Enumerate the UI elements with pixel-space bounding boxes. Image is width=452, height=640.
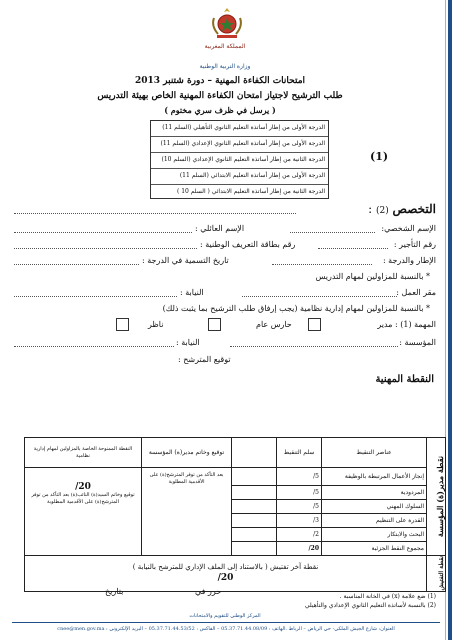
application-title: طلب الترشيح لاجتياز امتحان الكفاءة المهنية الخاص بهيئة التدريس (97, 91, 343, 101)
institution-field[interactable] (230, 346, 398, 347)
professional-score-table (24, 437, 446, 556)
grade-option-label: الدرجة الأولى من إطار أساتذة التعليم الثانوي الإعدادي (السلم 11) (160, 140, 325, 147)
page-border-right (448, 0, 452, 640)
guard-checkbox[interactable] (208, 318, 221, 331)
score-entry-cell[interactable] (232, 486, 277, 500)
grade-option[interactable] (151, 137, 328, 153)
inspection-text: نقطة آخر تفتيش ( بالاستناد إلى الملف الإداري للمترشح بالنيابة ) (132, 563, 319, 572)
sealed-envelope-note: ( يرسل في ظرف سري مختوم ) (164, 105, 276, 115)
national-id-label: رقم بطاقة التعريف الوطنية : (200, 240, 296, 249)
personal-name-label: الإسم الشخصي: (381, 224, 436, 233)
scale-header: سلم التنقيط (277, 438, 322, 468)
inspection-side-header (427, 556, 446, 592)
score-entry-cell[interactable] (232, 468, 277, 486)
table-row-element: المردودية (322, 486, 427, 500)
footer-address: العنوان: شارع الجيش الملكي- حي الرياض – الرباط .الهاتف : 05.37.71.44.08/09 – الفاكس : 05.37.71.44.53/52 – البريد الإلكتروني : cnee@men.gov.ma (57, 626, 395, 632)
table-row-scale: 3/ (277, 514, 322, 528)
director-note-cell: بعد التأكد من توفر المترشح(ة) على الأقدمية المطلوبة (142, 468, 232, 556)
admin-score-cell[interactable] (25, 468, 142, 556)
grade-option-label: الدرجة الأولى من إطار أساتذة التعليم الابتدائي (السلم 11) (179, 172, 325, 179)
grade-option[interactable] (151, 153, 328, 169)
elements-header: عناصر التنقيط (322, 438, 427, 468)
grade-option[interactable] (151, 169, 328, 185)
table-row-element: السلوك المهني (322, 500, 427, 514)
registration-label: رقم التأجير : (393, 240, 436, 249)
footnote-1: (1) ضع علامة (x) في الخانة المناسبة . (339, 593, 436, 600)
table-row-element: القدرة على التنظيم (322, 514, 427, 528)
footer-center-name: المركز الوطني للتقويم والامتحانات (189, 613, 261, 619)
coat-of-arms-emblem (208, 6, 246, 42)
inspection-score-table (24, 555, 446, 592)
delegation-field[interactable] (14, 296, 177, 297)
table-row-scale: 5/ (277, 500, 322, 514)
table-row-element: مجموع النقط الجزئية (322, 542, 427, 556)
national-id-field[interactable] (14, 248, 197, 249)
grade-options-box (150, 120, 329, 199)
inspection-score: 20/ (217, 573, 234, 584)
grade-option[interactable] (151, 185, 328, 200)
grade-option-label: الدرجة الثانية من إطار أساتذة التعليم الابتدائي ( السلم 10 ) (176, 188, 325, 195)
supervisor-label: ناظر (148, 320, 164, 329)
specialty-colon: : (368, 202, 373, 216)
grade-degree-field[interactable] (272, 264, 372, 265)
kingdom-label: المملكة المغربية (204, 43, 246, 50)
ministry-label: وزارة التربية الوطنية (199, 63, 251, 70)
table-row-scale: 5/ (277, 468, 322, 486)
exam-title: امتحانات الكفاءة المهنية – دورة شتنبر 2013 (134, 76, 306, 86)
admin-score-value: 20/ (75, 482, 91, 492)
teaching-note: * بالنسبة للمزاولين لمهام التدريس (315, 272, 430, 281)
appointment-date-label: تاريخ التسمية في الدرجة : (142, 256, 229, 265)
supervisor-checkbox[interactable] (116, 318, 129, 331)
table-row-scale: 20/ (277, 542, 322, 556)
professional-score-title: النقطة المهنية (375, 374, 434, 385)
director-score-side-label: نقطة مدير(ة) المؤسسة (435, 455, 445, 538)
institution-label: المؤسسة : (399, 338, 436, 347)
registration-field[interactable] (318, 248, 388, 249)
delegation2-field[interactable] (14, 346, 174, 347)
date-label: بتاريخ (105, 587, 124, 596)
work-location-label: مقر العمل : (396, 288, 436, 297)
footer-divider (12, 622, 440, 623)
admin-score-note: توقيع وخاتم السيد(ة) النائب(ة) بعد التأكد من توفر المترشح(ة) على الأقدمية المطلوبة (31, 492, 135, 505)
footnote-marker-1: (1) (370, 150, 389, 163)
entry-header (232, 438, 277, 468)
table-row-scale: 2/ (277, 528, 322, 542)
table-row-element: البحث والابتكار (322, 528, 427, 542)
specialty-row (368, 202, 436, 216)
specialty-marker: (2) (375, 206, 389, 216)
score-entry-cell[interactable] (232, 500, 277, 514)
grade-option-label: الدرجة الأولى من إطار أساتذة التعليم الثانوي التأهيلي (السلم 11) (162, 124, 325, 131)
score-entry-cell[interactable] (232, 514, 277, 528)
grade-degree-label: الإطار والدرجة : (382, 256, 436, 265)
personal-name-field[interactable] (290, 232, 375, 233)
guard-label: حارس عام (256, 320, 292, 329)
task-label: المهمة (1) : مدير (377, 320, 436, 329)
table-row-element: إنجاز الأعمال المرتبطة بالوظيفة (322, 468, 427, 486)
appointment-date-field[interactable] (14, 264, 139, 265)
family-name-label: الإسم العائلي : (195, 224, 245, 233)
inspection-side-label: نقطة التفتيش (438, 556, 445, 591)
admin-note: * بالنسبة للمزاولين لمهام إدارية نظامية (يجب إرفاق طلب الترشيح بما يثبت ذلك) (162, 304, 430, 313)
work-location-field[interactable] (242, 296, 397, 297)
inspection-cell[interactable] (25, 556, 427, 592)
family-name-field[interactable] (14, 232, 192, 233)
score-entry-cell[interactable] (232, 542, 277, 556)
admin-score-header: النقطة الممنوحة الخاصة بالمزاولين لمهام إدارية نظامية (25, 438, 142, 468)
director-signature-header: توقيع وخاتم مدير(ة) المؤسسة (142, 438, 232, 468)
grade-option-label: الدرجة الثانية من إطار أساتذة التعليم الثانوي الإعدادي (السلم 10) (161, 156, 325, 163)
specialty-field[interactable] (14, 213, 296, 214)
director-score-side-header (427, 438, 446, 556)
director-checkbox[interactable] (308, 318, 321, 331)
specialty-label: التخصص (392, 202, 436, 216)
score-entry-cell[interactable] (232, 528, 277, 542)
grade-option[interactable] (151, 121, 328, 137)
table-row-scale: 5/ (277, 486, 322, 500)
candidate-signature-label: توقيع المترشح : (178, 355, 231, 364)
delegation-label: النيابة : (180, 288, 204, 297)
made-at-label: حرر في (195, 587, 222, 596)
footnote-2: (2) بالنسبة لأساتذة التعليم الثانوي الإعدادي والتأهيلي (304, 602, 436, 609)
delegation2-label: النيابة : (176, 338, 200, 347)
